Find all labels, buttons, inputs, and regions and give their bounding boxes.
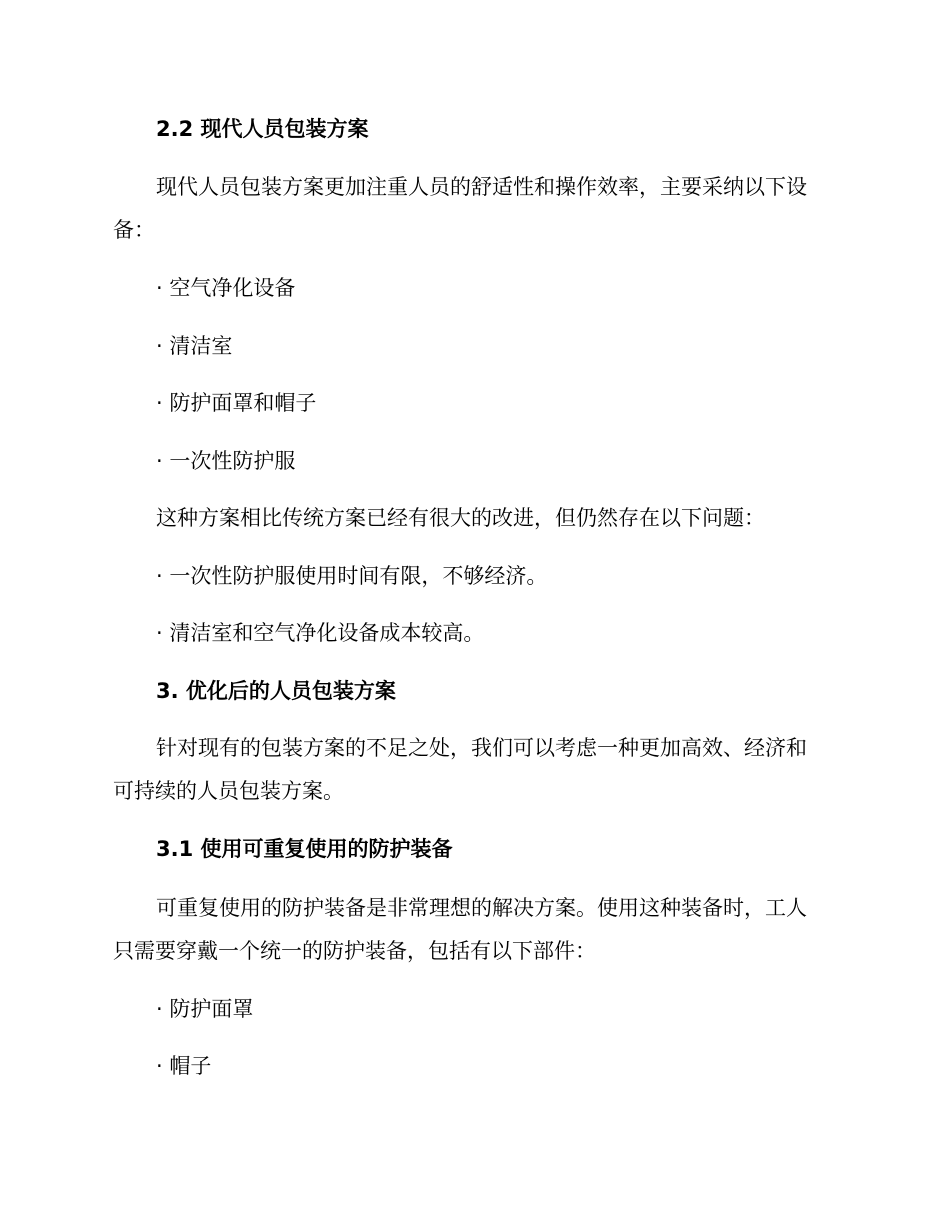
paragraph-line: 可持续的人员包装方案。 — [113, 779, 344, 803]
list-item: · 帽子 — [156, 1054, 212, 1078]
paragraph-line: 只需要穿戴一个统一的防护装备，包括有以下部件： — [113, 939, 596, 963]
list-item: · 一次性防护服使用时间有限，不够经济。 — [156, 564, 548, 588]
list-item: · 防护面罩和帽子 — [156, 391, 317, 415]
paragraph-line: 可重复使用的防护装备是非常理想的解决方案。使用这种装备时，工人 — [156, 896, 807, 920]
paragraph-line: 针对现有的包装方案的不足之处，我们可以考虑一种更加高效、经济和 — [156, 736, 807, 760]
list-item: · 清洁室和空气净化设备成本较高。 — [156, 621, 485, 645]
paragraph-line: 备： — [113, 218, 155, 242]
paragraph-line: 这种方案相比传统方案已经有很大的改进，但仍然存在以下问题： — [156, 506, 765, 530]
list-item: · 防护面罩 — [156, 997, 254, 1021]
section-heading-3: 3. 优化后的人员包装方案 — [156, 679, 396, 703]
paragraph-line: 现代人员包装方案更加注重人员的舒适性和操作效率，主要采纳以下设 — [156, 175, 807, 199]
section-heading-2-2: 2.2 现代人员包装方案 — [156, 117, 369, 141]
list-item: · 清洁室 — [156, 334, 233, 358]
list-item: · 一次性防护服 — [156, 449, 296, 473]
list-item: · 空气净化设备 — [156, 276, 296, 300]
section-heading-3-1: 3.1 使用可重复使用的防护装备 — [156, 837, 453, 861]
